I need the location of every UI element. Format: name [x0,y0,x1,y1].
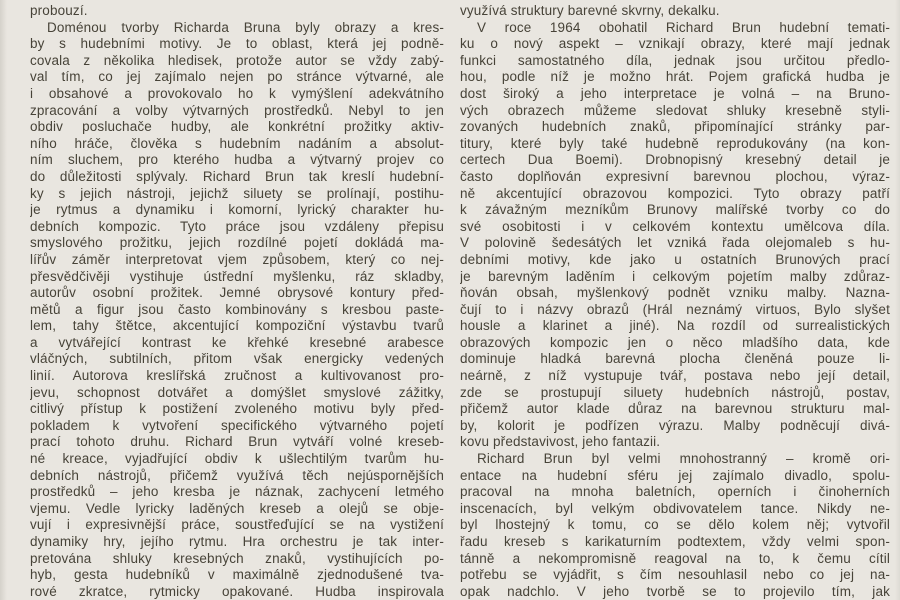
text-column-right [460,3,890,600]
text-line: často doplňován expresivní barevnou plochou, výraz- [460,168,890,184]
text-line: přičemž autor klade důraz na barevnou strukturu mal- [460,401,890,417]
text-line: dominuje hladká barevná plocha členěná pouze li- [460,351,890,367]
text-line: obdiv posluchače hudby, ale konkrétní prožitky aktiv- [30,119,444,135]
text-line: dost široký a jeho interpretace je volná – na Bruno- [460,85,890,101]
text-line: inscenacích, byl velkým obdivovatelem tance. Nikdy ne- [460,500,890,516]
text-line: titury, které byly také hudebně reprodukovány (na kon- [460,135,890,151]
text-line: né kreace, vyjadřující obdiv k ušlechtilým tvarům hu- [30,451,444,467]
text-line: pretována shluky kresebných znaků, vystihujících po- [30,550,444,566]
text-line: své osobitosti i v celkovém kontextu umělcova díla. [460,218,890,234]
text-line: lířův záměr interpretovat vjem způsobem, který co nej- [30,251,444,267]
text-line: využívá struktury barevné skvrny, dekalku. [460,3,720,18]
text-line: Doménou tvorby Richarda Bruna byly obrazy a kres- [47,19,444,35]
text-line: opak nadchlo. V jeho tvorbě se to projevilo tím, jak [460,583,890,599]
text-line: kovu představivost, jeho fantazii. [460,434,661,450]
text-line: V roce 1964 obohatil Richard Brun hudební temati- [477,19,890,35]
text-line: probouzí. [30,3,88,18]
text-line: k závažným mezníkům Brunovy malířské tvorby co do [460,202,890,218]
text-line: by s hudebními motivy. Je to oblast, která jej podně- [30,36,444,52]
text-line: jevu, schopnost dotvářet a domýšlet smyslové zážitky, [30,384,444,400]
text-line: linií. Autorova kreslířská zručnost a kultivovanost pro- [30,368,444,384]
text-line: V polovině šedesátých let vzniká řada olejomaleb s hu- [460,235,890,251]
text-line: autorův osobní prožitek. Jemné obrysové kontury před- [30,285,444,301]
text-line: pokladem k vytvoření specifického výtvarného pojetí [30,417,444,433]
text-line: zpracování a volby výtvarných prostředků. Nebyl to jen [30,102,444,118]
text-line: mětů a figur jsou často kombinovány s kresbou paste- [30,301,444,317]
text-line: ního hráče, člověka s hudebním nadáním a absolut- [30,135,444,151]
text-line: ním sluchem, pro kterého hudba a výtvarný projev co [30,152,444,168]
text-line: certech Dua Boemi). Drobnopisný kresebný detail je [460,152,890,168]
text-line: je barevným laděním i celkovým pojetím malby zdůraz- [460,268,890,284]
text-line: vých obrazech můžeme sledovat shluky kresebně styli- [460,102,890,118]
text-line: lem, tahy štětce, akcentující kompoziční výstavbu tvarů [30,318,444,334]
text-line: Richard Brun byl velmi mnohostranný – kromě ori- [477,451,890,467]
text-line: vjemu. Vedle lyricky laděných kreseb a olejů se obje- [30,500,444,516]
text-line: hou, podle níž je možno hrát. Pojem grafická hudba je [460,69,890,85]
text-line: debních kompozic. Tyto práce jsou vzdáleny přepisu [30,218,444,234]
text-line: covala z několika hledisek, protože autor se vždy zabý- [30,52,444,68]
text-line: a vytvářející kontrast ke křehké kresebné arabesce [30,334,444,350]
text-line: potřebu se vyjádřit, s čím nesouhlasil nebo co jej na- [460,567,890,583]
text-line: zde se prostupují siluety hudebních nástrojů, postav, [460,384,890,400]
text-line: pracoval na mnoha baletních, operních i činoherních [460,484,890,500]
text-line: ňován obsah, myšlenkový podnět vzniku malby. Nazna- [460,285,890,301]
text-line: debními motivy, kde jako u ostatních Brunových prací [460,251,890,267]
text-line: ku o nový aspekt – vznikají obrazy, které mají jednak [460,36,890,52]
text-line: vláčných, subtilních, přitom však energicky vedených [30,351,444,367]
text-line: přesvědčivěji vystihuje ústřední myšlenku, ráz skladby, [30,268,444,284]
text-line: val tím, co jej zajímalo nejen po stránce výtvarné, ale [30,69,444,85]
text-line: rové zkratce, rytmicky opakované. Hudba inspirovala [30,583,444,599]
text-line: je rytmus a dynamiku i komorní, lyrický charakter hu- [30,202,444,218]
text-line: dynamiky hry, jejího rytmu. Hra orchestru je tak inter- [30,534,444,549]
text-line: neárně, z níž vystupuje tvář, postava nebo její detail, [460,368,890,384]
text-line: vují i expresivnější práce, soustřeďující se na vystižení [30,517,444,533]
text-line: řadu kreseb s karikaturním podtextem, vždy velmi spon- [460,534,890,549]
text-line: do důležitosti splývaly. Richard Brun tak kreslí hudební- [30,168,444,184]
text-column-left [30,3,444,600]
text-line: smyslového prožitku, jejich rozdílné pojetí dokládá ma- [30,235,444,251]
text-line: hyb, gesta hudebníků v maximálně zjednodušené tva- [30,567,444,583]
text-line: ky s jejich nástroji, jejichž siluety se prolínají, postihu- [30,185,444,201]
text-line: prací tohoto druhu. Richard Brun vytváří volné kreseb- [30,434,444,450]
text-line: zovaných hudebních znaků, připomínající stránky par- [460,119,890,135]
text-line: housle a klarinet a jiné). Na rozdíl od surrealistických [460,318,890,334]
text-line: čují to i názvy obrazů (Hrál neznámý virtuos, Bylo slyšet [460,301,890,317]
text-line: debních nástrojů, přičemž využívá těch nejúspornějších [30,467,444,483]
text-line: tánně a nekompromisně reagoval na to, k čemu cítil [460,550,890,566]
text-line: ně akcentující obrazovou kompozici. Tyto obrazy patří [460,185,890,201]
text-line: citlivý přístup k postižení zvoleného motivu byly před- [30,401,444,417]
text-line: obrazových kompozic jen o něco mladšího data, kde [460,334,890,350]
text-line: entace na hudební sféru jej zajímalo divadlo, spolu- [460,467,890,483]
text-line: by, kolorit je podřízen výrazu. Malby podněcují divá- [460,417,890,433]
text-line: byl lhostejný k tomu, co se dělo kolem něj; vytvořil [460,517,890,533]
text-line: i obsahové a provokovalo ho k vymýšlení adekvátního [30,85,444,101]
text-line: prostředků – jeho kresba je náznak, zachycení letmého [30,484,444,500]
text-line: funkci samostatného díla, jednak jsou určitou předlo- [460,52,890,68]
